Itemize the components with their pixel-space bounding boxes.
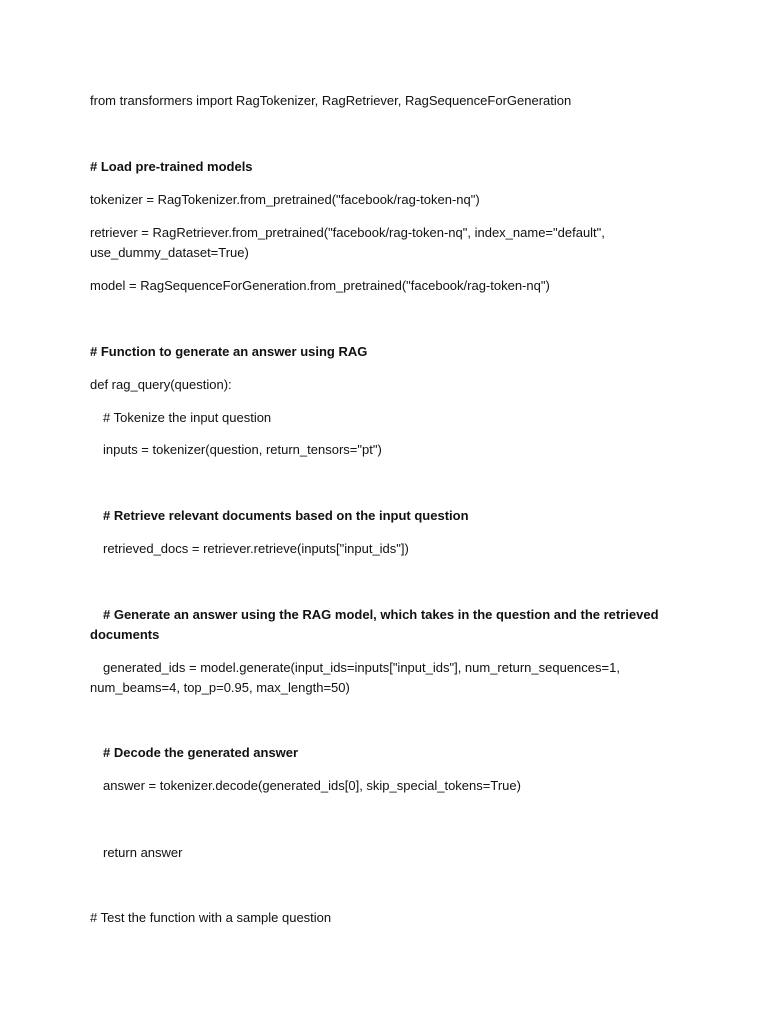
code-line-generated-ids: generated_ids = model.generate(input_ids=inputs["input_ids"], num_return_sequences=1, num_beams=4, top_p=0.95, max_length=50): [90, 660, 624, 695]
comment-tokenize: # Tokenize the input question: [103, 410, 272, 425]
comment-load-models: # Load pre-trained models: [90, 159, 253, 174]
code-line-tokenizer: tokenizer = RagTokenizer.from_pretrained("facebook/rag-token-nq"): [90, 192, 480, 207]
code-line-import: from transformers import RagTokenizer, RagRetriever, RagSequenceForGeneration: [90, 93, 572, 108]
code-line-answer: answer = tokenizer.decode(generated_ids[0], skip_special_tokens=True): [103, 778, 521, 793]
comment-function: # Function to generate an answer using RAG: [90, 344, 368, 359]
code-line-inputs: inputs = tokenizer(question, return_tensors="pt"): [103, 442, 382, 457]
comment-test: # Test the function with a sample question: [90, 910, 332, 925]
comment-generate: # Generate an answer using the RAG model, which takes in the question and the retrieved documents: [90, 607, 663, 642]
comment-retrieve: # Retrieve relevant documents based on the input question: [103, 508, 469, 523]
code-line-return: return answer: [103, 845, 183, 860]
comment-decode: # Decode the generated answer: [103, 745, 299, 760]
code-line-model: model = RagSequenceForGeneration.from_pretrained("facebook/rag-token-nq"): [90, 278, 550, 293]
code-line-retriever: retriever = RagRetriever.from_pretrained("facebook/rag-token-nq", index_name="default", use_dummy_dataset=True): [90, 225, 609, 260]
code-line-def: def rag_query(question):: [90, 377, 232, 392]
code-line-retrieved-docs: retrieved_docs = retriever.retrieve(inputs["input_ids"]): [103, 541, 409, 556]
